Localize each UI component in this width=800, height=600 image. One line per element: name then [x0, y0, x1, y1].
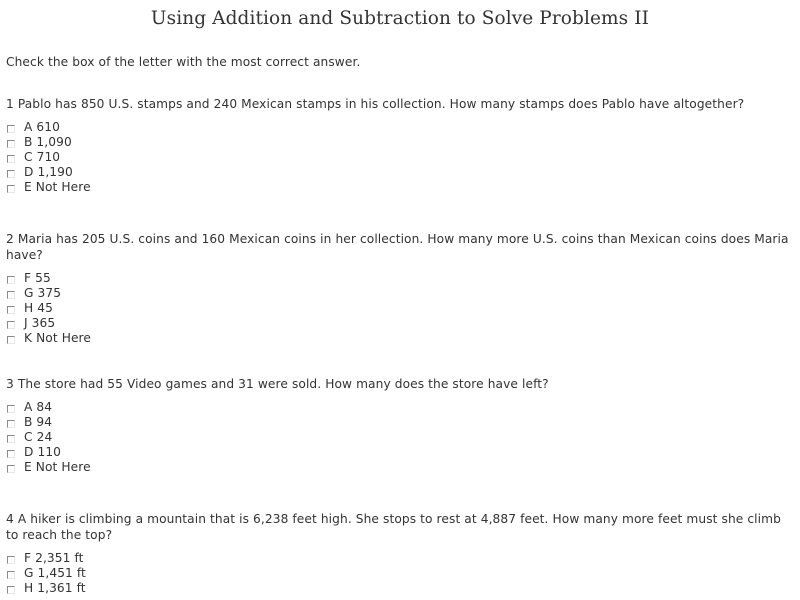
checkbox-2h[interactable] — [7, 306, 15, 314]
page-title: Using Addition and Subtraction to Solve Problems II — [150, 8, 650, 29]
checkbox-3d[interactable] — [7, 450, 15, 458]
option-3e-label: E Not Here — [24, 460, 91, 474]
option-2f[interactable] — [6, 271, 796, 286]
checkbox-1d[interactable] — [7, 170, 15, 178]
option-3b-label: B 94 — [24, 415, 53, 429]
option-1d[interactable] — [6, 165, 796, 180]
option-4g[interactable] — [6, 566, 796, 581]
checkbox-3c[interactable] — [7, 435, 15, 443]
question-2-text: 2 Maria has 205 U.S. coins and 160 Mexican coins in her collection. How many more U.S. coins than Mexican coins does Maria have? — [6, 232, 789, 262]
option-3e[interactable] — [6, 460, 796, 475]
option-1a[interactable] — [6, 120, 796, 135]
option-2g-label: G 375 — [24, 286, 62, 300]
option-3d[interactable] — [6, 445, 796, 460]
option-4f[interactable] — [6, 551, 796, 566]
checkbox-2j[interactable] — [7, 321, 15, 329]
option-1b[interactable] — [6, 135, 796, 150]
question-2 — [6, 231, 796, 346]
option-4h[interactable] — [6, 581, 796, 596]
checkbox-1e[interactable] — [7, 185, 15, 193]
checkbox-2k[interactable] — [7, 336, 15, 344]
checkbox-1b[interactable] — [7, 140, 15, 148]
checkbox-4f[interactable] — [7, 556, 15, 564]
option-3c-label: C 24 — [24, 430, 53, 444]
option-2f-label: F 55 — [24, 271, 51, 285]
option-3c[interactable] — [6, 430, 796, 445]
option-3d-label: D 110 — [24, 445, 62, 459]
option-4f-label: F 2,351 ft — [24, 551, 84, 565]
question-4-options — [6, 551, 796, 596]
question-1 — [6, 96, 796, 195]
option-2h[interactable] — [6, 301, 796, 316]
option-1c-label: C 710 — [24, 150, 61, 164]
option-1d-label: D 1,190 — [24, 165, 73, 179]
option-2h-label: H 45 — [24, 301, 53, 315]
option-1e[interactable] — [6, 180, 796, 195]
option-1a-label: A 610 — [24, 120, 60, 134]
option-4g-label: G 1,451 ft — [24, 566, 86, 580]
option-3a[interactable] — [6, 400, 796, 415]
option-2k[interactable] — [6, 331, 796, 346]
checkbox-2g[interactable] — [7, 291, 15, 299]
option-3a-label: A 84 — [24, 400, 53, 414]
question-3 — [6, 376, 796, 475]
question-2-options — [6, 271, 796, 346]
checkbox-2f[interactable] — [7, 276, 15, 284]
option-1c[interactable] — [6, 150, 796, 165]
checkbox-3e[interactable] — [7, 465, 15, 473]
question-3-text: 3 The store had 55 Video games and 31 were sold. How many does the store have left? — [6, 377, 549, 391]
option-2j[interactable] — [6, 316, 796, 331]
option-2g[interactable] — [6, 286, 796, 301]
instructions-text: Check the box of the letter with the most correct answer. — [6, 55, 361, 69]
checkbox-3b[interactable] — [7, 420, 15, 428]
question-4 — [6, 511, 796, 596]
checkbox-3a[interactable] — [7, 405, 15, 413]
question-3-options — [6, 400, 796, 475]
question-1-options — [6, 120, 796, 195]
option-4h-label: H 1,361 ft — [24, 581, 86, 595]
option-3b[interactable] — [6, 415, 796, 430]
option-1b-label: B 1,090 — [24, 135, 72, 149]
question-4-text: 4 A hiker is climbing a mountain that is 6,238 feet high. She stops to rest at 4,887 feet. How many more feet must she climb to reach the top? — [6, 512, 781, 542]
question-1-text: 1 Pablo has 850 U.S. stamps and 240 Mexican stamps in his collection. How many stamps does Pablo have altogether? — [6, 97, 745, 111]
checkbox-4g[interactable] — [7, 571, 15, 579]
checkbox-1c[interactable] — [7, 155, 15, 163]
option-2k-label: K Not Here — [24, 331, 91, 345]
option-1e-label: E Not Here — [24, 180, 91, 194]
option-2j-label: J 365 — [24, 316, 56, 330]
checkbox-4h[interactable] — [7, 586, 15, 594]
checkbox-1a[interactable] — [7, 125, 15, 133]
